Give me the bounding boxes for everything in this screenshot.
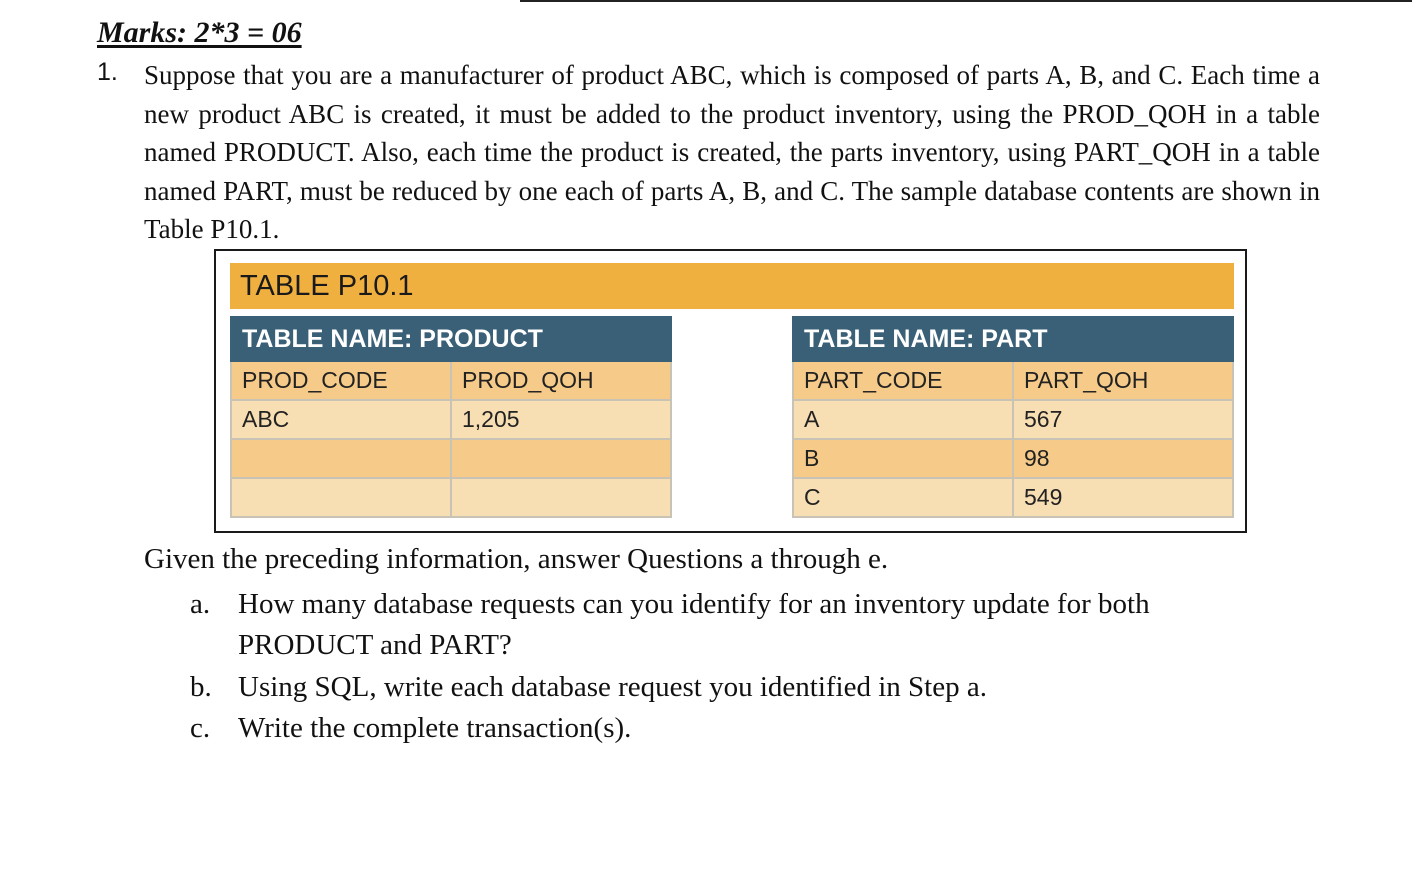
table-cell xyxy=(231,478,451,517)
table-row xyxy=(793,361,1233,400)
table-row xyxy=(793,400,1233,439)
column-header: PROD_QOH xyxy=(451,361,671,400)
product-table-name: TABLE NAME: PRODUCT xyxy=(231,317,671,361)
subquestion-text: Write the complete transaction(s). xyxy=(238,712,632,744)
table-cell: 98 xyxy=(1013,439,1233,478)
subquestion-text: How many database requests can you identify for an inventory update for both PRODUCT and PART? xyxy=(238,588,1150,661)
table-row xyxy=(793,478,1233,517)
table-cell: 1,205 xyxy=(451,400,671,439)
marks-heading: Marks: 2*3 = 06 xyxy=(97,16,302,49)
table-cell: C xyxy=(793,478,1013,517)
table-p10-1 xyxy=(214,249,1247,533)
table-cell xyxy=(451,439,671,478)
table-cell: A xyxy=(793,400,1013,439)
table-row xyxy=(231,439,671,478)
part-table-name: TABLE NAME: PART xyxy=(793,317,1233,361)
table-cell: B xyxy=(793,439,1013,478)
product-table xyxy=(230,316,672,518)
column-header: PART_CODE xyxy=(793,361,1013,400)
subquestion-c xyxy=(190,708,1250,749)
table-cell: 567 xyxy=(1013,400,1233,439)
part-table xyxy=(792,316,1234,518)
top-rule xyxy=(520,0,1412,2)
table-row xyxy=(231,361,671,400)
table-cell xyxy=(231,439,451,478)
subquestion-text: Using SQL, write each database request you identified in Step a. xyxy=(238,671,987,703)
question-text: Suppose that you are a manufacturer of product ABC, which is composed of parts A, B, and C. Each time a new product ABC is created, it must be added to the product inventory, using the PROD_QOH in a table named PRODUCT. Also, each time the product is created, the parts inventory, using PART_QOH in a table named PART, must be reduced by one each of parts A, B, and C. The sample database contents are shown in Table P10.1. xyxy=(144,60,1320,244)
subquestion-letter: a. xyxy=(190,588,211,620)
column-header: PART_QOH xyxy=(1013,361,1233,400)
column-header: PROD_CODE xyxy=(231,361,451,400)
given-instructions: Given the preceding information, answer Questions a through e. xyxy=(144,543,889,575)
subquestion-letter: c. xyxy=(190,712,211,744)
question-number: 1. xyxy=(97,58,118,86)
table-cell xyxy=(451,478,671,517)
table-title: TABLE P10.1 xyxy=(230,263,1234,309)
table-row xyxy=(231,400,671,439)
subquestion-letter: b. xyxy=(190,671,212,703)
subquestion-a xyxy=(190,584,1250,666)
table-cell: 549 xyxy=(1013,478,1233,517)
table-row xyxy=(231,478,671,517)
table-row xyxy=(793,439,1233,478)
table-cell: ABC xyxy=(231,400,451,439)
subquestion-b xyxy=(190,667,1250,708)
